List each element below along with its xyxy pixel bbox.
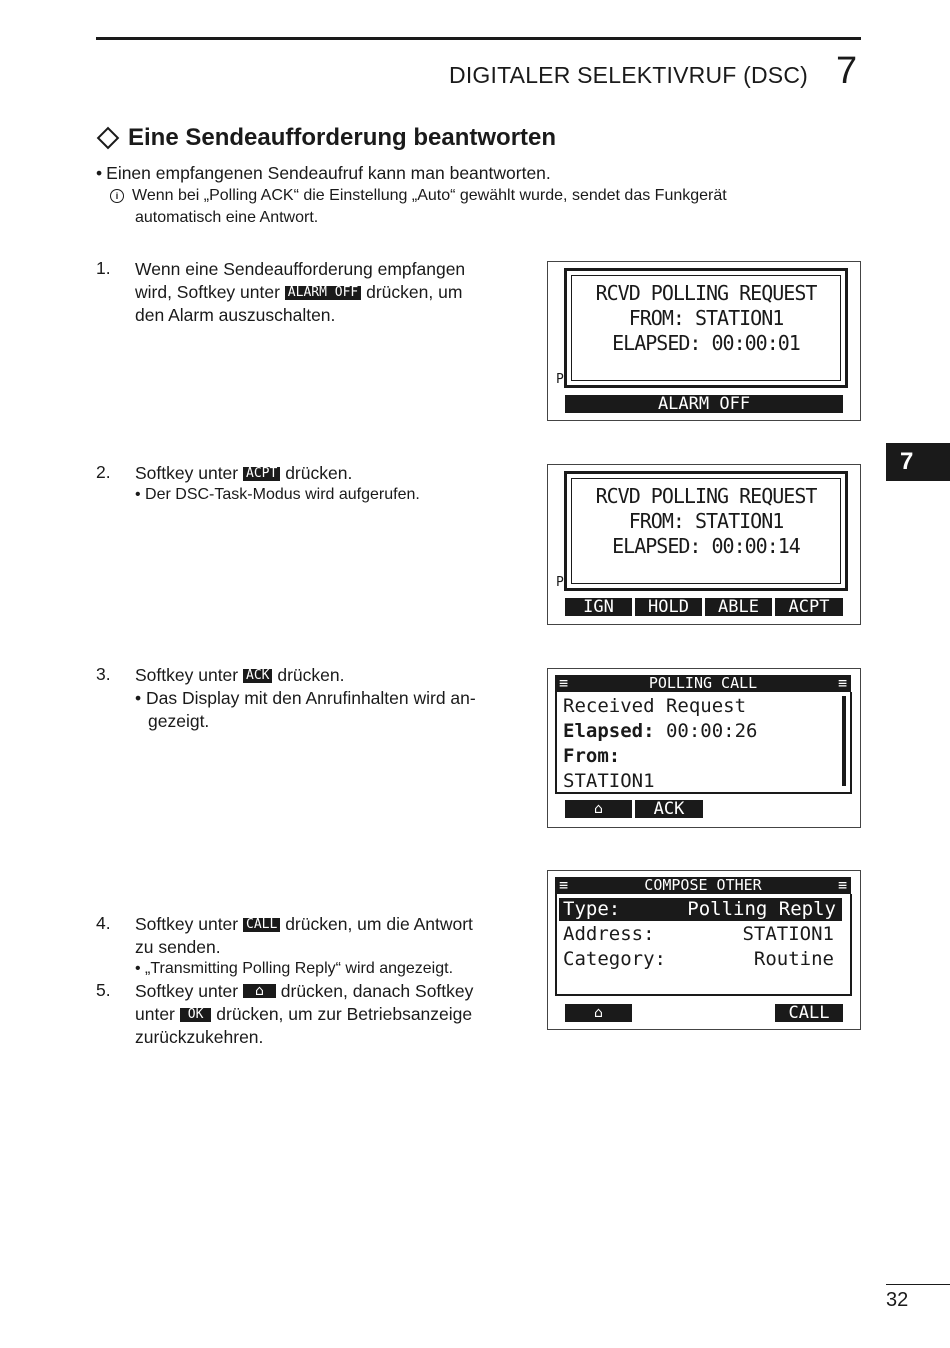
step1-text: drücken, um [366,282,463,302]
ack-key-label: ACK [243,669,272,683]
menu-header [555,877,851,894]
step5-text: unter [135,1004,175,1024]
elapsed-value: 00:00:26 [665,720,758,742]
type-value[interactable]: Polling Reply [687,898,836,920]
lcd-p-mark: P [556,575,564,590]
step4-line1 [135,913,473,936]
info-icon: i [110,189,124,203]
menu-icon: ≡ [837,674,847,692]
chapter-title: DIGITALER SELEKTIVRUF (DSC) [449,62,808,88]
lcd-line: RCVD POLLING REQUEST [595,281,817,305]
lcd-frame [564,268,848,388]
screen-polling-call [547,668,861,828]
category-value[interactable]: Routine [753,948,834,970]
softkey-hold[interactable]: HOLD [635,598,702,616]
diamond-icon [97,127,120,150]
alarm-off-key-label: ALARM OFF [285,286,361,300]
lcd-line: FROM: STATION1 [628,306,784,330]
softkey-acpt[interactable]: ACPT [775,598,843,616]
lcd-line: ELAPSED: 00:00:01 [612,331,800,355]
softkey-home[interactable]: ⌂ [565,800,632,818]
step5-text: drücken, danach Softkey [280,981,474,1001]
from-value: STATION1 [563,770,655,792]
step3-text: Softkey unter [135,665,239,685]
call-key-label: CALL [243,918,280,932]
screen-polling-request-acpt [547,464,861,625]
menu-content [555,894,852,996]
scrollbar[interactable] [842,696,846,786]
step-number: 4. [96,913,111,933]
category-label[interactable]: Category: [563,948,666,970]
step2-sub: • Der DSC-Task-Modus wird aufgerufen. [135,486,420,503]
step5-text: Softkey unter [135,981,239,1001]
ok-key-label: OK [180,1008,212,1022]
softkey-call[interactable]: CALL [775,1004,843,1022]
screen-polling-request [547,261,861,421]
step-number: 3. [96,664,111,684]
step2-text: Softkey unter [135,463,239,483]
step2-text: drücken. [285,463,353,483]
softkey-home[interactable]: ⌂ [565,1004,632,1022]
screen-compose-other [547,870,861,1030]
menu-icon: ≡ [837,876,847,894]
from-label: From: [563,745,621,767]
menu-icon: ≡ [559,674,569,692]
intro-bullet: • Einen empfangenen Sendeaufruf kann man beantworten. [96,163,551,183]
menu-title: POLLING CALL [648,674,758,692]
bottom-rule [886,1284,950,1285]
menu-title: COMPOSE OTHER [644,876,762,894]
step3-line1 [135,664,344,687]
section-title [96,124,556,152]
home-key-label: ⌂ [243,984,276,998]
step-number: 1. [96,258,111,278]
step1-text: wird, Softkey unter [135,282,280,302]
step3-text: drücken. [277,665,345,685]
lcd-p-mark: P [556,372,564,387]
step3-sub1: • Das Display mit den Anrufinhalten wird an- [135,688,476,708]
step5-line2 [135,1003,472,1026]
step4-text: drücken, um die Antwort [285,914,473,934]
elapsed-label: Elapsed: [563,720,655,742]
page-number: 32 [886,1289,909,1311]
menu-header [555,675,851,692]
step1-line3: den Alarm auszuschalten. [135,305,336,325]
softkey-ign[interactable]: IGN [565,598,632,616]
softkey-ack[interactable]: ACK [635,800,703,818]
lcd-line: RCVD POLLING REQUEST [595,484,817,508]
step4-sub: • „Transmitting Polling Reply“ wird angezeigt. [135,960,454,977]
call-status: Received Request [563,695,747,717]
chapter-tab: 7 [886,443,950,481]
step4-text: Softkey unter [135,914,239,934]
type-label[interactable]: Type: [563,898,621,920]
step2-line1 [135,462,352,485]
step3-sub2: gezeigt. [148,711,210,731]
elapsed-row [563,720,757,742]
top-rule [96,37,861,40]
step1-line1: Wenn eine Sendeaufforderung empfangen [135,259,466,279]
step-number: 5. [96,980,111,1000]
menu-icon: ≡ [559,876,569,894]
acpt-key-label: ACPT [243,467,280,481]
note-line-2: automatisch eine Antwort. [135,209,319,226]
menu-content [555,692,852,794]
step5-text: drücken, um zur Betriebsanzeige [216,1004,473,1024]
intro-note [110,185,727,207]
lcd-frame [564,471,848,591]
lcd-line: ELAPSED: 00:00:14 [612,534,800,558]
address-label[interactable]: Address: [563,923,655,945]
step-number: 2. [96,462,111,482]
section-title-text: Eine Sendeaufforderung beantworten [128,124,557,151]
step1-line2 [135,281,462,304]
step5-line3: zurückzukehren. [135,1027,264,1047]
note-line-1: Wenn bei „Polling ACK“ die Einstellung „Auto“ gewählt wurde, sendet das Funkgerät [132,187,727,204]
step4-line2: zu senden. [135,937,221,957]
address-value[interactable]: STATION1 [742,923,834,945]
step5-line1 [135,980,473,1003]
softkey-alarm-off[interactable]: ALARM OFF [565,395,843,413]
softkey-able[interactable]: ABLE [705,598,772,616]
lcd-line: FROM: STATION1 [628,509,784,533]
chapter-number: 7 [836,50,858,92]
intro-bullet-text: Einen empfangenen Sendeaufruf kann man beantworten. [106,163,551,183]
